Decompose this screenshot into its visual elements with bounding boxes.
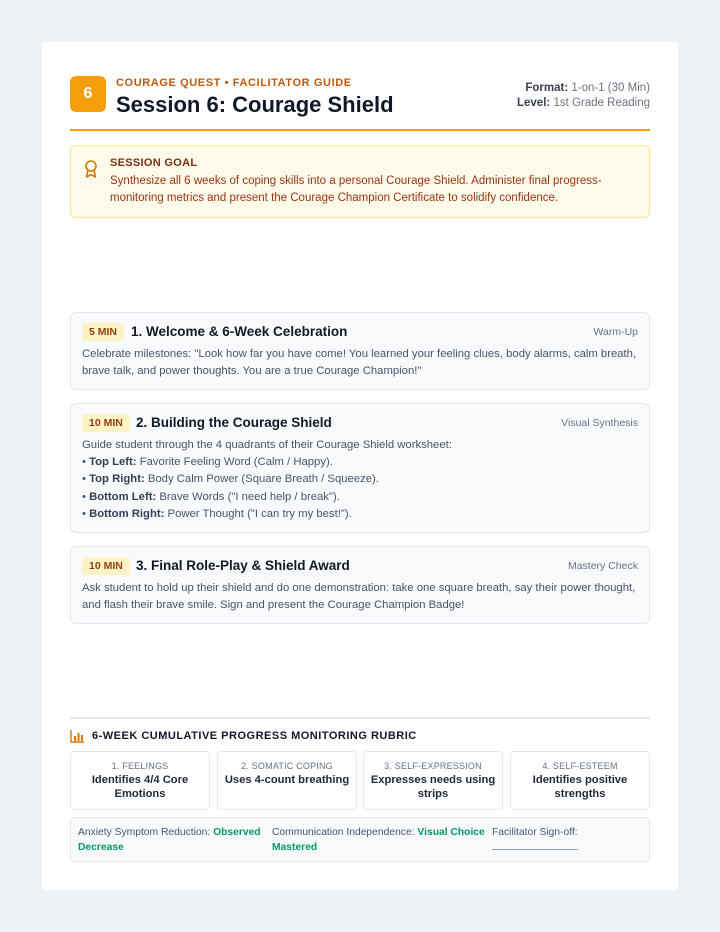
anxiety-value: Observed Decrease [78,827,261,853]
communication-metric [272,825,487,855]
activity-body: Celebrate milestones: "Look how far you have come! You learned your feeling clues, body alarms, calm breath, brave talk, and power thoughts. You are a true Courage Champion!" [82,348,637,378]
bullet-text: Power Thought ("I can try my best!"). [167,507,352,520]
rubric-card-label: 1. FEELINGS [111,761,169,771]
guide-page [42,42,678,890]
list-item: • Top Left: Favorite Feeling Word (Calm / Happy). [82,456,333,469]
page-header [70,76,650,132]
activity-intro: Guide student through the 4 quadrants of their Courage Shield worksheet: [82,439,452,451]
award-ribbon-icon [83,159,99,179]
list-item: • Bottom Left: Brave Words ("I need help / break"). [82,490,340,503]
format-label: Format: [525,82,569,94]
activity-card [70,546,650,624]
activity-body: Ask student to hold up their shield and do one demonstration: take one square breath, say their power thought, and flash their brave smile. Sign and present the Courage Champion Badge! [82,582,636,612]
bullet-label: Top Left: [89,456,137,469]
bullet-text: Brave Words ("I need help / break"). [159,490,340,503]
activity-title: 1. Welcome & 6-Week Celebration [131,324,348,339]
anxiety-metric [78,825,264,855]
rubric-card-value: Identifies 4/4 Core Emotions [91,774,189,800]
list-item: • Bottom Right: Power Thought ("I can try my best!"). [82,507,352,520]
session-number-badge: 6 [70,76,106,112]
bullet-label: Bottom Left: [89,490,157,503]
rubric-footer [70,817,650,862]
guide-eyebrow: COURAGE QUEST • FACILITATOR GUIDE [116,77,352,89]
signoff-label: Facilitator Sign-off: [492,827,578,838]
rubric-title: 6-WEEK CUMULATIVE PROGRESS MONITORING RUBRIC [92,730,417,742]
communication-value: Visual Choice Mastered [272,827,485,853]
rubric-card [363,751,503,810]
format-value: 1-on-1 (30 Min) [571,82,650,94]
activity-tag: Warm-Up [593,326,638,338]
activity-body [82,437,642,523]
activity-tag: Visual Synthesis [561,417,638,429]
session-goal-box [70,145,650,218]
rubric-card [510,751,650,810]
activity-card [70,403,650,533]
rubric-card [70,751,210,810]
signature-line[interactable] [492,849,578,850]
rubric-card-value: Identifies positive strengths [532,774,628,800]
anxiety-label: Anxiety Symptom Reduction: [78,827,211,838]
bar-chart-icon [70,729,85,743]
session-meta [517,81,650,111]
bullet-text: Favorite Feeling Word (Calm / Happy). [139,456,333,469]
rubric-card-label: 2. SOMATIC COPING [241,761,333,771]
activity-card [70,312,650,390]
duration-badge: 10 MIN [82,414,130,432]
goal-label: SESSION GOAL [110,157,198,169]
rubric-card-label: 4. SELF-ESTEEM [542,761,618,771]
rubric-card-label: 3. SELF-EXPRESSION [384,761,482,771]
header-divider [70,129,650,131]
activity-tag: Mastery Check [567,560,638,572]
goal-text: Synthesize all 6 weeks of coping skills into a personal Courage Shield. Administer final progress-monitoring metrics and present the Courage Champion Certificate to solidify confidence. [110,175,602,204]
duration-badge: 5 MIN [82,323,124,341]
activity-title: 3. Final Role-Play & Shield Award [136,558,350,573]
bullet-text: Body Calm Power (Square Breath / Squeeze). [147,473,379,486]
rubric-card [217,751,357,810]
rubric-divider [70,717,650,719]
bullet-label: Bottom Right: [89,507,165,520]
rubric-card-value: Expresses needs using strips [370,774,496,800]
list-item: • Top Right: Body Calm Power (Square Breath / Squeeze). [82,473,379,486]
duration-badge: 10 MIN [82,557,130,575]
level-value: 1st Grade Reading [553,97,650,109]
rubric-card-value: Uses 4-count breathing [224,774,350,786]
activity-title: 2. Building the Courage Shield [136,415,332,430]
page-title: Session 6: Courage Shield [116,92,394,117]
level-label: Level: [517,97,551,109]
bullet-label: Top Right: [89,473,145,486]
communication-label: Communication Independence: [272,827,415,838]
